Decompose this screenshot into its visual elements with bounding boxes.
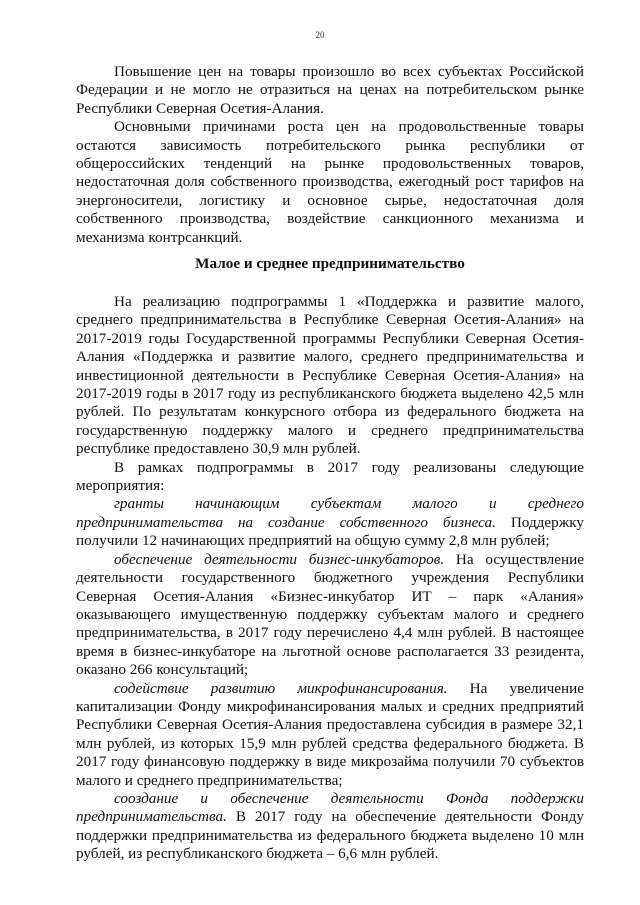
section-heading-block xyxy=(76,255,584,273)
paragraph-price-causes: Основными причинами роста цен на продовольственные товары остаются зависимость потребительского рынка республики от общероссийских тенденций на рынке продовольственных товаров, недостаточная доля собственного производства, ежегодный рост тарифов на энергоносители, логистику и основное сырье, недостаточная доля собственного производства, воздействие санкционного механизма и механизма контрсанкций. xyxy=(76,118,584,246)
measure-microfinance xyxy=(76,680,584,790)
measure-title: содействие развитию микрофинансирования. xyxy=(114,679,448,697)
section-heading: Малое и среднее предпринимательство xyxy=(195,255,465,272)
measure-title: сооздание и обеспечение деятельности Фонда поддержки предпринимательства. xyxy=(76,789,584,826)
measure-grants xyxy=(76,495,584,550)
measure-business-incubators xyxy=(76,551,584,680)
measure-text: На увеличение капитализации Фонду микрофинансирования малых и средних предприятий Республики Северная Осетия-Алания предоставлена субсидия в размере 32,1 млн рублей, из которых 15,9 млн рублей средства федерального бюджета. В 2017 году финансовую поддержку в виде микрозайма получили 70 субъектов малого и среднего предпринимательства; xyxy=(76,679,584,789)
intro-text-block xyxy=(76,63,584,247)
paragraph-measures-intro: В рамках подпрограммы в 2017 году реализованы следующие мероприятия: xyxy=(76,458,584,495)
measure-title: обеспечение деятельности бизнес-инкубаторов. xyxy=(114,550,445,568)
measure-text: На осуществление деятельности государственного бюджетного учреждения Республики Северная Осетия-Алания «Бизнес-инкубатор ИТ – парк «Алания» оказывающего имущественную поддержку субъектам малого и среднего предпринимательства, в 2017 году перечислено 4,4 млн рублей. В настоящее время в бизнес-инкубаторе на льготной основе располагается 33 резидента, оказано 266 консультаций; xyxy=(76,550,584,679)
measure-text: Поддержку получили 12 начинающих предприятий на общую сумму 2,8 млн рублей; xyxy=(76,513,584,550)
section-body-block xyxy=(76,293,584,864)
measure-support-fund xyxy=(76,790,584,864)
measure-title: гранты начинающим субъектам малого и среднего предпринимательства на создание собственного бизнеса. xyxy=(76,495,584,531)
paragraph-program-funding: На реализацию подпрограммы 1 «Поддержка и развитие малого, среднего предпринимательства в Республике Северная Осетия-Алания» на 2017-2019 годы Государственной программы Республики Северная Осетия-Алания «Поддержка и развитие малого, среднего предпринимательства и инвестиционной деятельности в Республике Северная Осетия-Алания» на 2017-2019 годы в 2017 году из республиканского бюджета выделено 42,5 млн рублей. По результатам конкурсного отбора из федерального бюджета на государственную поддержку малого и среднего предпринимательства республике предоставлено 30,9 млн рублей. xyxy=(76,293,584,458)
measure-text: В 2017 году на обеспечение деятельности Фонду поддержки предпринимательства из федерального бюджета выделено 10 млн рублей, из республиканского бюджета – 6,6 млн рублей. xyxy=(76,808,584,863)
page-number: 20 xyxy=(315,30,325,40)
paragraph-price-increase: Повышение цен на товары произошло во всех субъектах Российской Федерации и не могло не отразиться на ценах на потребительском рынке Республики Северная Осетия-Алания. xyxy=(76,63,584,117)
